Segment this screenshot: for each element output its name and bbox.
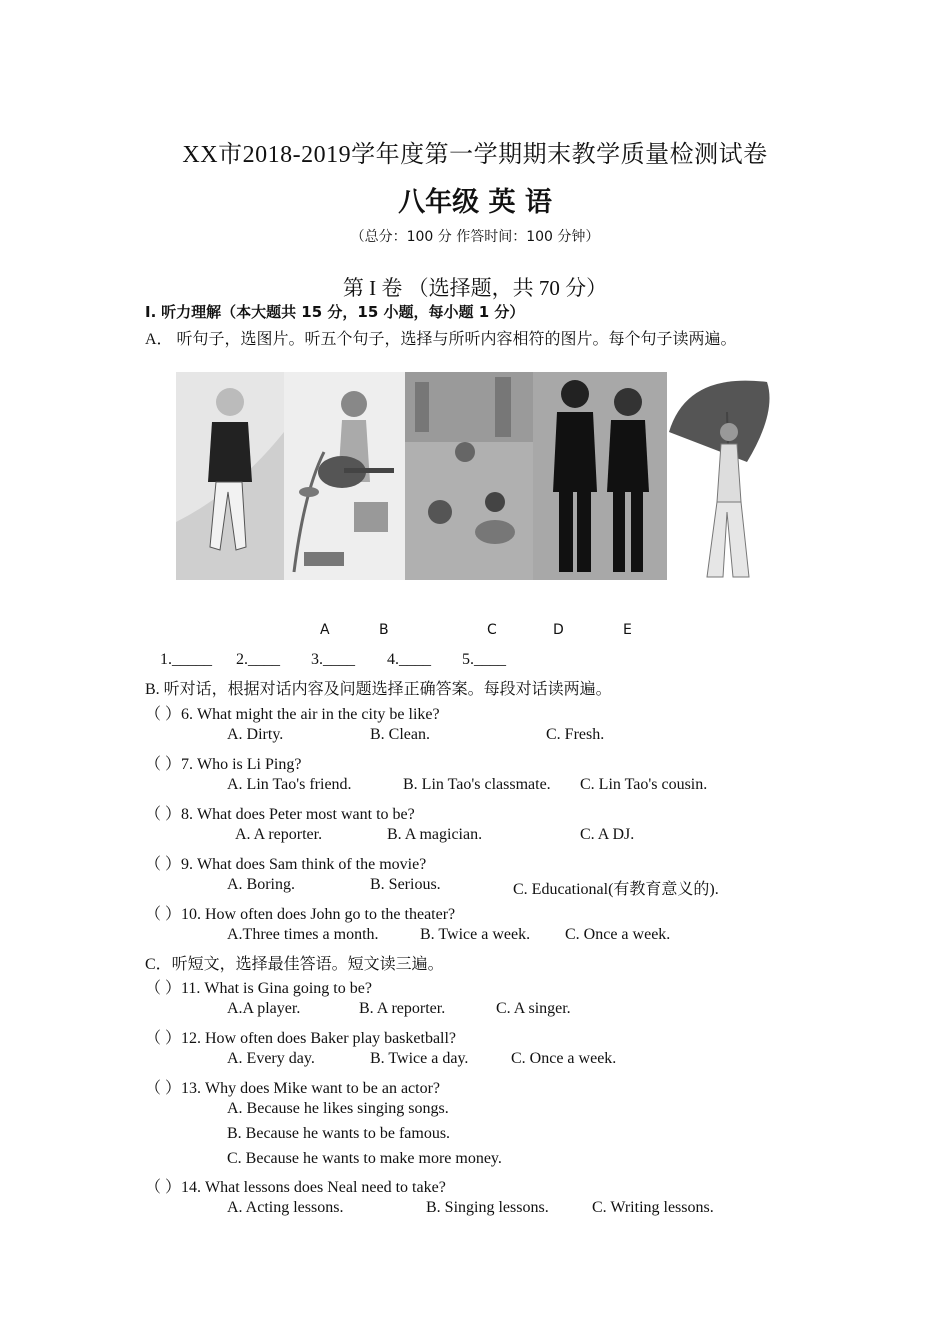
score-time-info: （总分：100 分 作答时间：100 分钟） [350,229,600,245]
section-c-instruction: C．听短文，选择最佳答语。短文读三遍。 [145,956,444,973]
option: A. Boring. [227,876,295,893]
picture-a-runner [176,372,284,580]
option: C. A DJ. [580,826,635,843]
option: C. Educational(有教育意义的). [513,881,719,898]
option: A. Because he likes singing songs. [227,1100,449,1117]
question-13: （ ）13. Why does Mike want to be an actor? [145,1080,441,1097]
option: C. A singer. [496,1000,571,1017]
option: B. Clean. [370,726,430,743]
option: A. Dirty. [227,726,284,743]
option: B. A reporter. [359,1000,446,1017]
option: A.A player. [227,1000,301,1017]
picture-label-d: D [553,622,564,638]
answer-blank[interactable]: 1._____ [160,651,212,668]
question-6: （ ）6. What might the air in the city be like? [145,706,440,723]
picture-c-swimming [405,372,533,580]
option: B. Singing lessons. [426,1199,549,1216]
option: B. Lin Tao's classmate. [403,776,551,793]
question-14: （ ）14. What lessons does Neal need to take? [145,1179,446,1196]
option: C. Once a week. [565,926,671,943]
question-7: （ ）7. Who is Li Ping? [145,756,302,773]
grade-subject: 八年级 英 语 [398,187,552,218]
question-11: （ ）11. What is Gina going to be? [145,980,372,997]
option: A.Three times a month. [227,926,379,943]
picture-b-guitar [284,372,405,580]
answer-blank[interactable]: 5.____ [462,651,506,668]
picture-label-b: B [379,622,389,638]
option: A. Acting lessons. [227,1199,344,1216]
picture-strip [176,372,782,580]
option: A. Lin Tao's friend. [227,776,352,793]
picture-label-c: C [487,622,497,638]
option: B. Serious. [370,876,441,893]
option: C. Because he wants to make more money. [227,1150,502,1167]
exam-title: XX市2018-2019学年度第一学期期末教学质量检测试卷 [182,142,768,168]
option: B. Because he wants to be famous. [227,1125,451,1142]
answer-blank[interactable]: 2.____ [236,651,280,668]
part-one-title: 第 I 卷 （选择题，共 70 分） [342,276,608,300]
option: B. A magician. [387,826,483,843]
section-b-instruction: B. 听对话，根据对话内容及问题选择正确答案。每段对话读两遍。 [145,681,612,698]
answer-blank[interactable]: 3.____ [311,651,355,668]
question-12: （ ）12. How often does Baker play basketball? [145,1030,457,1047]
question-8: （ ）8. What does Peter most want to be? [145,806,415,823]
answer-blank[interactable]: 4.____ [387,651,431,668]
section-heading: I. 听力理解（本大题共 15 分，15 小题，每小题 1 分） [145,303,525,321]
section-a-instruction: A． 听句子，选图片。听五个句子，选择与所听内容相符的图片。每个句子读两遍。 [145,331,737,348]
picture-e-umbrella [667,372,782,580]
picture-d-children [533,372,667,580]
option: C. Once a week. [511,1050,617,1067]
picture-label-e: E [623,622,632,638]
picture-label-a: A [320,622,330,638]
question-10: （ ）10. How often does John go to the theater? [145,906,456,923]
option: C. Lin Tao's cousin. [580,776,708,793]
option: B. Twice a day. [370,1050,469,1067]
option: C. Fresh. [546,726,605,743]
question-9: （ ）9. What does Sam think of the movie? [145,856,427,873]
option: B. Twice a week. [420,926,531,943]
option: C. Writing lessons. [592,1199,714,1216]
option: A. A reporter. [235,826,323,843]
option: A. Every day. [227,1050,315,1067]
